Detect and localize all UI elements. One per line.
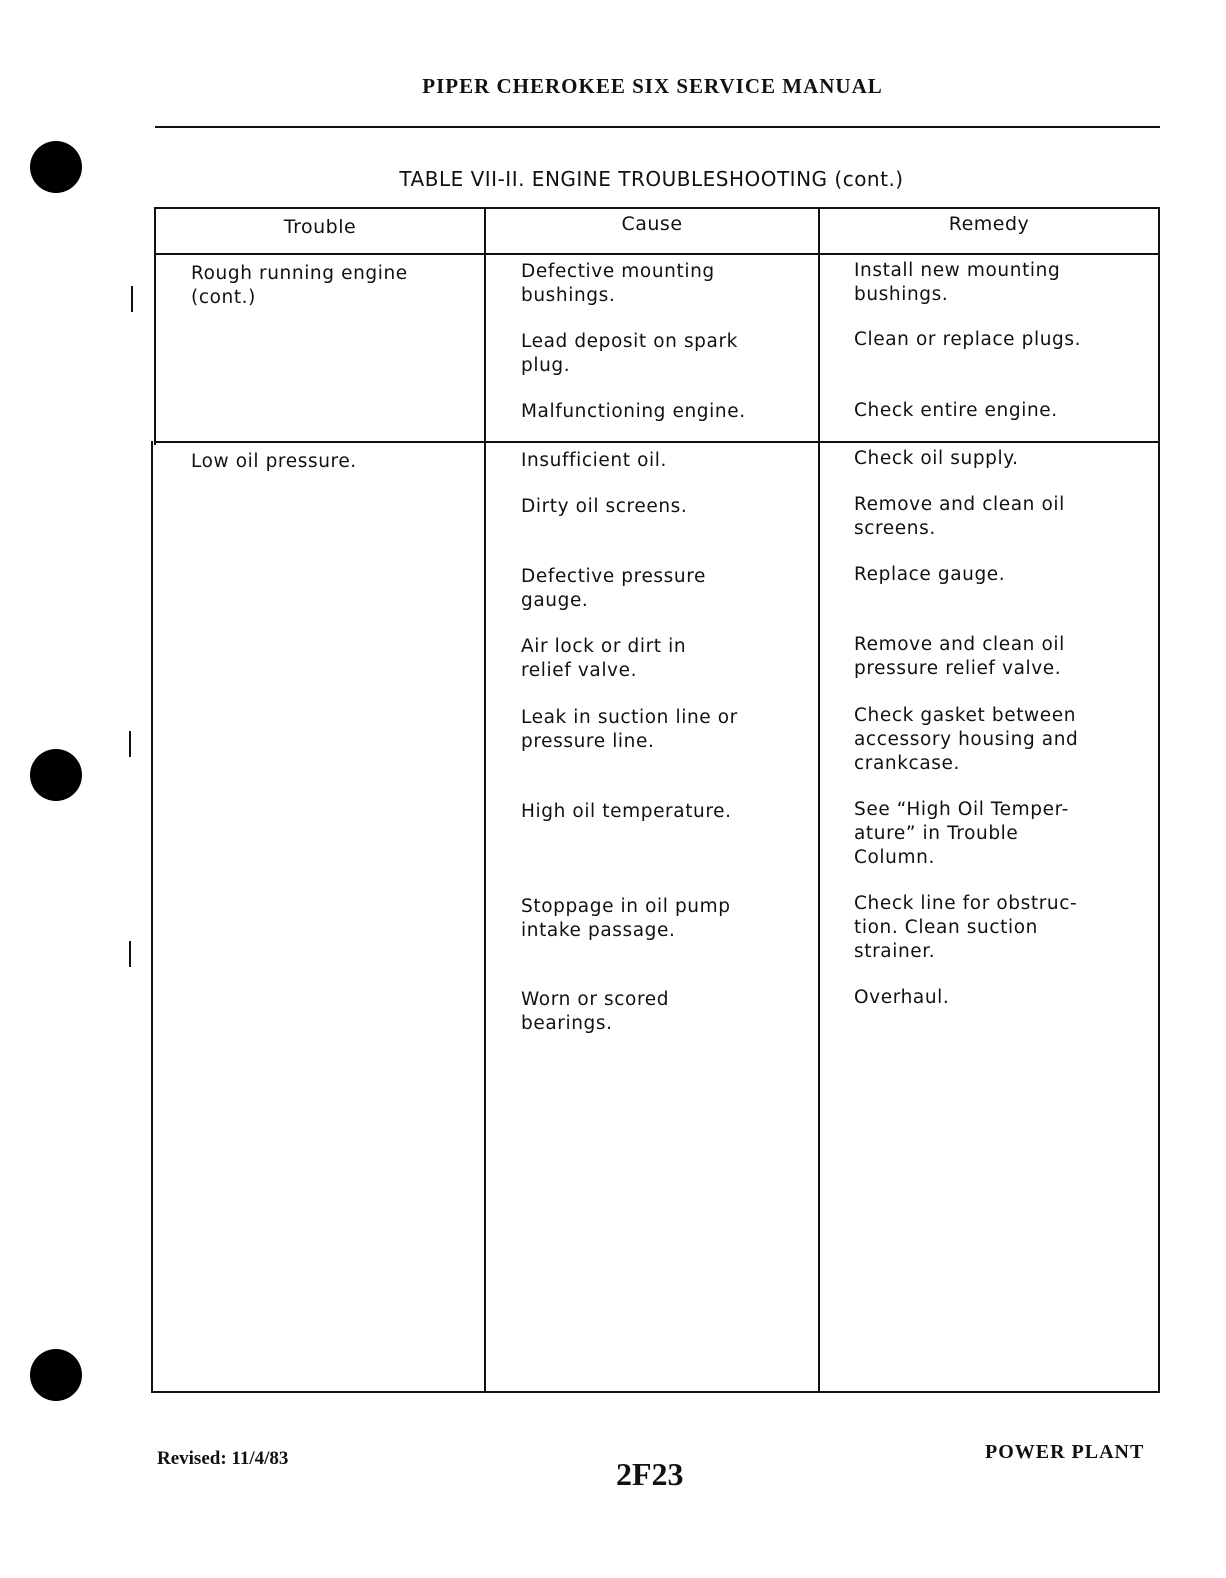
binder-hole: [30, 749, 82, 801]
cause-cell: Defective mounting bushings.: [521, 261, 715, 306]
binder-hole: [30, 141, 82, 193]
table-left-border: [154, 207, 156, 445]
manual-title: PIPER CHEROKEE SIX SERVICE MANUAL: [422, 74, 883, 98]
remedy-cell: Clean or replace plugs.: [854, 329, 1082, 350]
trouble-cell: Low oil pressure.: [191, 451, 357, 472]
cause-cell: Worn or scored bearings.: [521, 989, 670, 1034]
column-header-cause: Cause: [621, 213, 683, 235]
column-header-remedy: Remedy: [948, 213, 1030, 235]
table-bottom-border: [151, 1391, 1159, 1393]
remedy-cell: Check oil supply.: [854, 448, 1019, 469]
remedy-cell: Check entire engine.: [854, 400, 1058, 421]
trouble-cell: Rough running engine (cont.): [191, 263, 408, 308]
table-right-border: [1158, 207, 1160, 1393]
remedy-cell: Overhaul.: [854, 987, 950, 1008]
cause-cell: Lead deposit on spark plug.: [521, 331, 738, 376]
revision-date: Revised: 11/4/83: [157, 1448, 289, 1469]
column-divider: [818, 207, 820, 1393]
header-divider: [155, 126, 1160, 128]
column-divider: [484, 207, 486, 1393]
remedy-cell: Check gasket between accessory housing and crankcase.: [854, 705, 1079, 774]
remedy-cell: Remove and clean oil pressure relief valve.: [854, 634, 1065, 679]
table-top-border: [155, 207, 1160, 209]
cause-cell: Defective pressure gauge.: [521, 566, 707, 611]
remedy-cell: Check line for obstruc- tion. Clean suction strainer.: [854, 893, 1078, 962]
header-separator: [155, 253, 1160, 255]
cause-cell: High oil temperature.: [521, 801, 732, 822]
cause-cell: Insufficient oil.: [521, 450, 667, 471]
section-name: POWER PLANT: [985, 1441, 1145, 1463]
group-separator: [155, 441, 1160, 443]
table-caption: TABLE VII-II. ENGINE TROUBLESHOOTING (cont.): [399, 167, 904, 191]
cause-cell: Leak in suction line or pressure line.: [521, 707, 738, 752]
cause-cell: Dirty oil screens.: [521, 496, 688, 517]
remedy-cell: Install new mounting bushings.: [854, 260, 1061, 305]
cause-cell: Malfunctioning engine.: [521, 401, 746, 422]
cause-cell: Air lock or dirt in relief valve.: [521, 636, 687, 681]
revision-bar: [129, 941, 131, 967]
revision-bar: [131, 286, 133, 312]
remedy-cell: See “High Oil Temper- ature” in Trouble Column.: [854, 799, 1069, 868]
remedy-cell: Replace gauge.: [854, 564, 1006, 585]
cause-cell: Stoppage in oil pump intake passage.: [521, 896, 731, 941]
remedy-cell: Remove and clean oil screens.: [854, 494, 1065, 539]
table-left-border: [151, 441, 153, 1393]
page-code: 2F23: [616, 1456, 684, 1492]
column-header-trouble: Trouble: [283, 216, 357, 238]
revision-bar: [129, 731, 131, 757]
binder-hole: [30, 1349, 82, 1401]
